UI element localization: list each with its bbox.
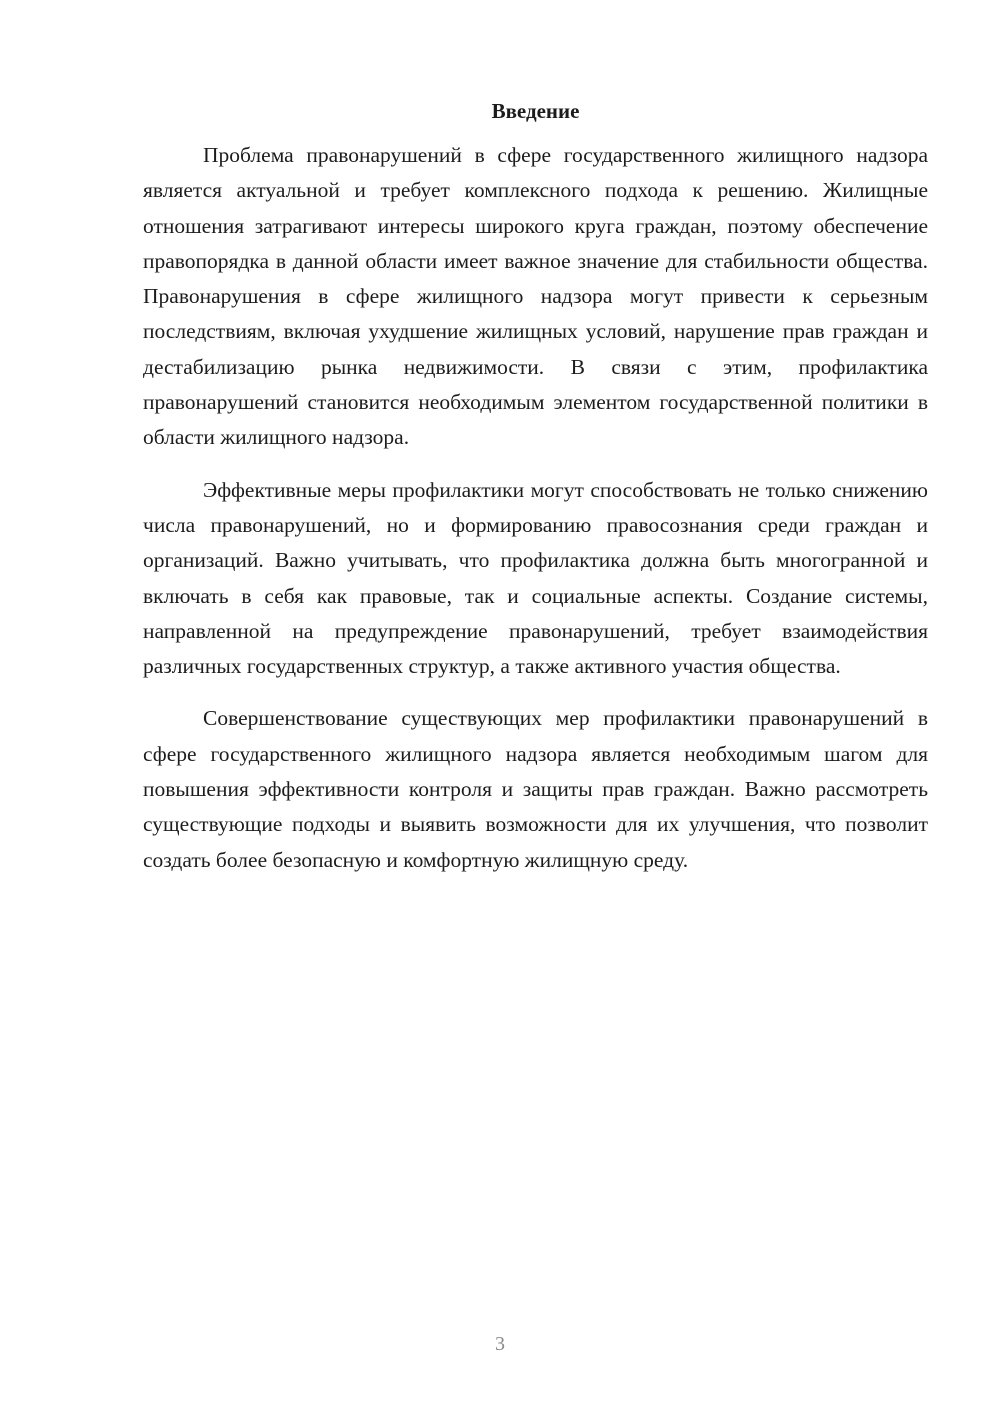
page-content bbox=[143, 96, 928, 895]
section-heading: Введение bbox=[491, 99, 580, 123]
paragraph-1: Проблема правонарушений в сфере государственного жилищного надзора является актуальной и требует комплексного подхода к решению. Жилищные отношения затрагивают интересы широкого круга граждан, поэтому обеспечение правопорядка в данной области имеет важное значение для стабильности общества. Правонарушения в сфере жилищного надзора могут привести к серьезным последствиям, включая ухудшение жилищных условий, нарушение прав граждан и дестабилизацию рынка недвижимости. В связи с этим, профилактика правонарушений становится необходимым элементом государственной политики в области жилищного надзора. bbox=[143, 143, 928, 450]
page-number: 3 bbox=[495, 1333, 505, 1355]
paragraph-2: Эффективные меры профилактики могут способствовать не только снижению числа правонарушений, но и формированию правосознания среди граждан и организаций. Важно учитывать, что профилактика должна быть многогранной и включать в себя как правовые, так и социальные аспекты. Создание системы, направленной на предупреждение правонарушений, требует взаимодействия различных государственных структур, а также активного участия общества. bbox=[143, 477, 928, 679]
paragraph-3: Совершенствование существующих мер профилактики правонарушений в сфере государственного жилищного надзора является необходимым шагом для повышения эффективности контроля и защиты прав граждан. Важно рассмотреть существующие подходы и выявить возможности для их улучшения, что позволит создать более безопасную и комфортную жилищную среду. bbox=[143, 706, 928, 872]
